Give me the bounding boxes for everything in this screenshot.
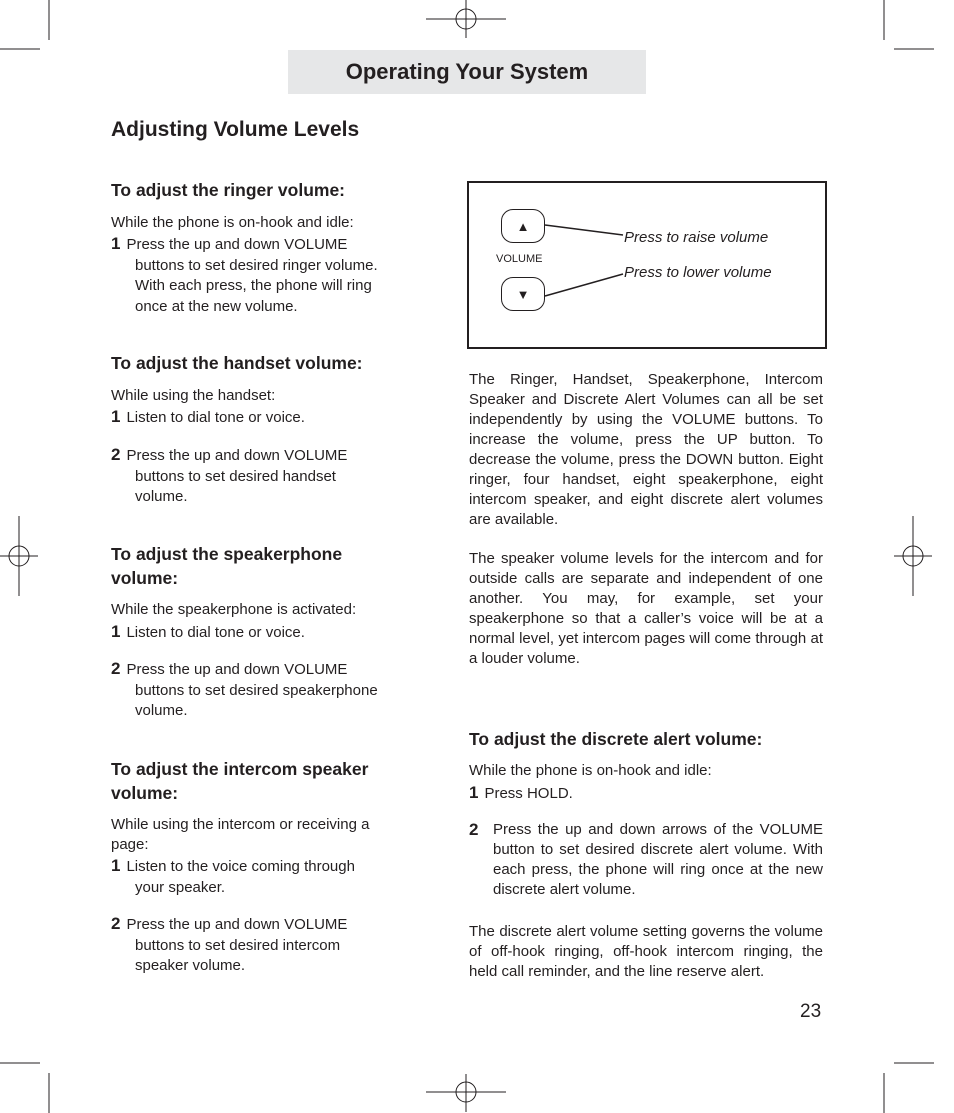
step-text: buttons to set desired handset xyxy=(135,467,336,485)
speakerphone-step-2 xyxy=(111,659,378,722)
down-arrow-icon: ▼ xyxy=(516,286,530,302)
step-text: Press the up and down VOLUME xyxy=(126,661,348,678)
step-text: Listen to dial tone or voice. xyxy=(126,409,305,426)
intercom-step-1 xyxy=(111,856,355,898)
volume-label: VOLUME xyxy=(496,253,543,265)
up-arrow-icon: ▲ xyxy=(516,218,530,234)
step-text: Press the up and down VOLUME xyxy=(126,447,348,464)
step-text: Listen to the voice coming through xyxy=(126,858,355,875)
heading-line: volume: xyxy=(111,783,179,803)
heading-line: To adjust the speakerphone xyxy=(111,544,343,564)
step-text: Press HOLD. xyxy=(484,785,573,802)
ringer-step-1 xyxy=(111,234,378,317)
volume-up-button[interactable] xyxy=(501,209,545,243)
speaker-levels-paragraph: The speaker volume levels for the intercom and for outside calls are separate and independent of one another. You may, for example, set your speakerphone so that a caller’s voice will be at a normal level, yet intercom pages will come through at a louder volume. xyxy=(469,550,823,667)
step-number: 1 xyxy=(469,783,479,802)
step-text: buttons to set desired speakerphone xyxy=(135,681,378,699)
section-header-title: Operating Your System xyxy=(345,59,589,84)
speakerphone-intro: While the speakerphone is activated: xyxy=(111,601,357,618)
step-text: Listen to dial tone or voice. xyxy=(126,624,305,641)
discrete-alert-intro: While the phone is on-hook and idle: xyxy=(469,762,712,779)
intercom-step-2 xyxy=(111,914,347,977)
speakerphone-step-1 xyxy=(111,622,305,644)
discrete-alert-heading: To adjust the discrete alert volume: xyxy=(469,729,763,749)
handset-heading: To adjust the handset volume: xyxy=(111,353,363,373)
intro-line: While using the intercom or receiving a xyxy=(111,816,370,833)
volume-diagram xyxy=(467,181,827,349)
registration-mark-top xyxy=(426,0,506,38)
step-text: buttons to set desired intercom xyxy=(135,936,341,954)
registration-mark-right xyxy=(894,516,932,596)
step-number: 2 xyxy=(111,445,121,464)
step-text: your speaker. xyxy=(135,878,226,896)
step-number: 1 xyxy=(111,856,121,875)
ringer-intro: While the phone is on-hook and idle: xyxy=(111,214,354,231)
lower-volume-callout: Press to lower volume xyxy=(624,264,772,281)
page-number: 23 xyxy=(800,1001,822,1022)
handset-intro: While using the handset: xyxy=(111,387,276,404)
step-text: Press the up and down VOLUME xyxy=(126,236,348,253)
step-text: volume. xyxy=(135,488,188,505)
step-text: Press the up and down VOLUME xyxy=(126,916,348,933)
discrete-step-1 xyxy=(469,783,573,805)
volume-overview-paragraph: The Ringer, Handset, Speakerphone, Intercom Speaker and Discrete Alert Volumes can all be set independently by using the VOLUME buttons. To increase the volume, press the UP button. To decrease the volume, press the DOWN button. Eight ringer, four handset, eight speakerphone, eight intercom speaker, and eight discrete alert volumes are available. xyxy=(469,371,823,528)
heading-line: To adjust the intercom speaker xyxy=(111,759,369,779)
step-number: 1 xyxy=(111,622,121,641)
step-number: 2 xyxy=(111,914,121,933)
registration-mark-bottom xyxy=(426,1074,506,1112)
intro-line: page: xyxy=(111,836,149,853)
section-header xyxy=(288,50,646,94)
raise-volume-callout: Press to raise volume xyxy=(624,229,769,246)
discrete-step-2 xyxy=(469,820,823,900)
handset-step-1 xyxy=(111,407,305,429)
registration-mark-left xyxy=(0,516,38,596)
heading-line: volume: xyxy=(111,568,179,588)
step-text: Press the up and down arrows of the VOLUME button to set desired discrete alert volume. With each press, the phone will ring once at the new discrete alert volume. xyxy=(493,821,823,898)
step-number: 1 xyxy=(111,407,121,426)
page-title: Adjusting Volume Levels xyxy=(111,118,360,141)
step-text: once at the new volume. xyxy=(135,297,298,315)
handset-step-2 xyxy=(111,445,347,508)
step-number: 2 xyxy=(469,820,479,839)
step-number: 2 xyxy=(111,659,121,678)
ringer-heading: To adjust the ringer volume: xyxy=(111,180,346,200)
step-text: volume. xyxy=(135,702,188,719)
step-text: With each press, the phone will ring xyxy=(135,277,372,294)
volume-down-button[interactable] xyxy=(501,277,545,311)
step-text: speaker volume. xyxy=(135,957,246,974)
speakerphone-heading xyxy=(111,542,342,590)
intercom-heading xyxy=(111,757,368,805)
step-text: buttons to set desired ringer volume. xyxy=(135,256,378,274)
discrete-setting-paragraph: The discrete alert volume setting governs the volume of off-hook ringing, off-hook intercom ringing, the held call reminder, and the line reserve alert. xyxy=(469,923,823,980)
step-number: 1 xyxy=(111,234,121,253)
intercom-intro xyxy=(111,815,369,855)
